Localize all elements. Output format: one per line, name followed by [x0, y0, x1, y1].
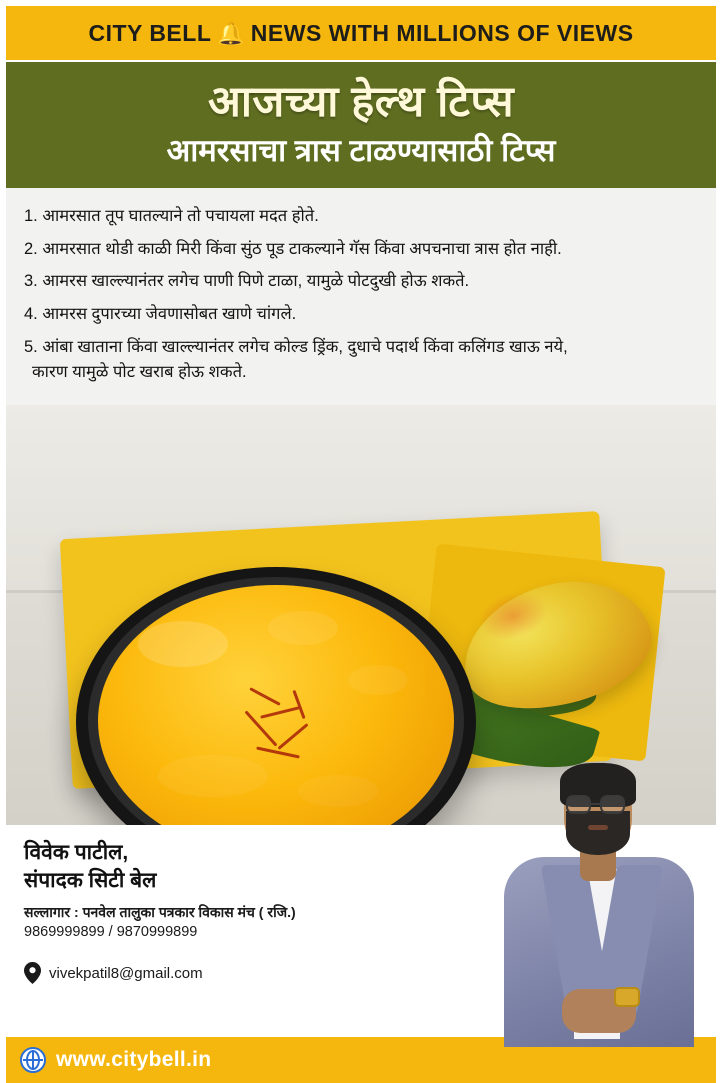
- tip-item: [24, 237, 698, 263]
- bell-icon: 🔔: [217, 21, 245, 46]
- headline-primary: आजच्या हेल्थ टिप्स: [207, 78, 515, 126]
- banner-text-after: NEWS WITH MILLIONS OF VIEWS: [250, 19, 634, 46]
- top-banner: [6, 6, 716, 62]
- phone-numbers: 9869999899 / 9870999899: [24, 924, 198, 941]
- banner-text-before: CITY BELL: [88, 19, 212, 46]
- tip-text: 3. आमरस खाल्ल्यानंतर लगेच पाणी पिणे टाळा, यामुळे पोटदुखी होऊ शकते.: [24, 272, 470, 291]
- headline-secondary: आमरसाचा त्रास टाळण्यासाठी टिप्स: [166, 133, 556, 169]
- headline-block: [6, 62, 716, 188]
- globe-icon: [20, 1047, 46, 1073]
- saffron-strand: [260, 706, 300, 719]
- tip-item: [24, 335, 698, 386]
- food-photo: [6, 405, 716, 825]
- website-url[interactable]: www.citybell.in: [56, 1047, 212, 1071]
- footer: [6, 825, 716, 1037]
- saffron-strand: [249, 687, 280, 706]
- location-pin-icon: [24, 962, 41, 984]
- tip-item: [24, 269, 698, 295]
- wristwatch-icon: [614, 987, 640, 1007]
- saffron-strand: [277, 723, 308, 750]
- email-row: [24, 962, 698, 984]
- tip-text: 1. आमरसात तूप घातल्याने तो पचायला मदत होते.: [24, 207, 319, 226]
- mango-pulp: [98, 585, 454, 857]
- tip-item: [24, 204, 698, 230]
- tip-text: 2. आमरसात थोडी काळी मिरी किंवा सुंठ पूड टाकल्याने गॅस किंवा अपचनाचा त्रास होत नाही.: [24, 239, 562, 258]
- tip-text: 5. आंबा खाताना किंवा खाल्ल्यानंतर लगेच कोल्ड ड्रिंक, दुधाचे पदार्थ किंवा कलिंगड खाऊ नये,: [24, 337, 568, 356]
- tip-text-continued: कारण यामुळे पोट खराब होऊ शकते.: [32, 363, 247, 382]
- editor-name: विवेक पाटील,: [24, 840, 129, 864]
- editor-role: संपादक सिटी बेल: [24, 869, 157, 893]
- email-address[interactable]: vivekpatil8@gmail.com: [49, 964, 203, 982]
- advisor-line: सल्लागार : पनवेल तालुका पत्रकार विकास मंच ( रजि.): [24, 904, 296, 921]
- tips-list: [6, 188, 716, 404]
- website-bar: [6, 1037, 716, 1083]
- saffron-strand: [292, 690, 305, 719]
- tip-text: 4. आमरस दुपारच्या जेवणासोबत खाणे चांगले.: [24, 304, 297, 323]
- tip-item: [24, 302, 698, 328]
